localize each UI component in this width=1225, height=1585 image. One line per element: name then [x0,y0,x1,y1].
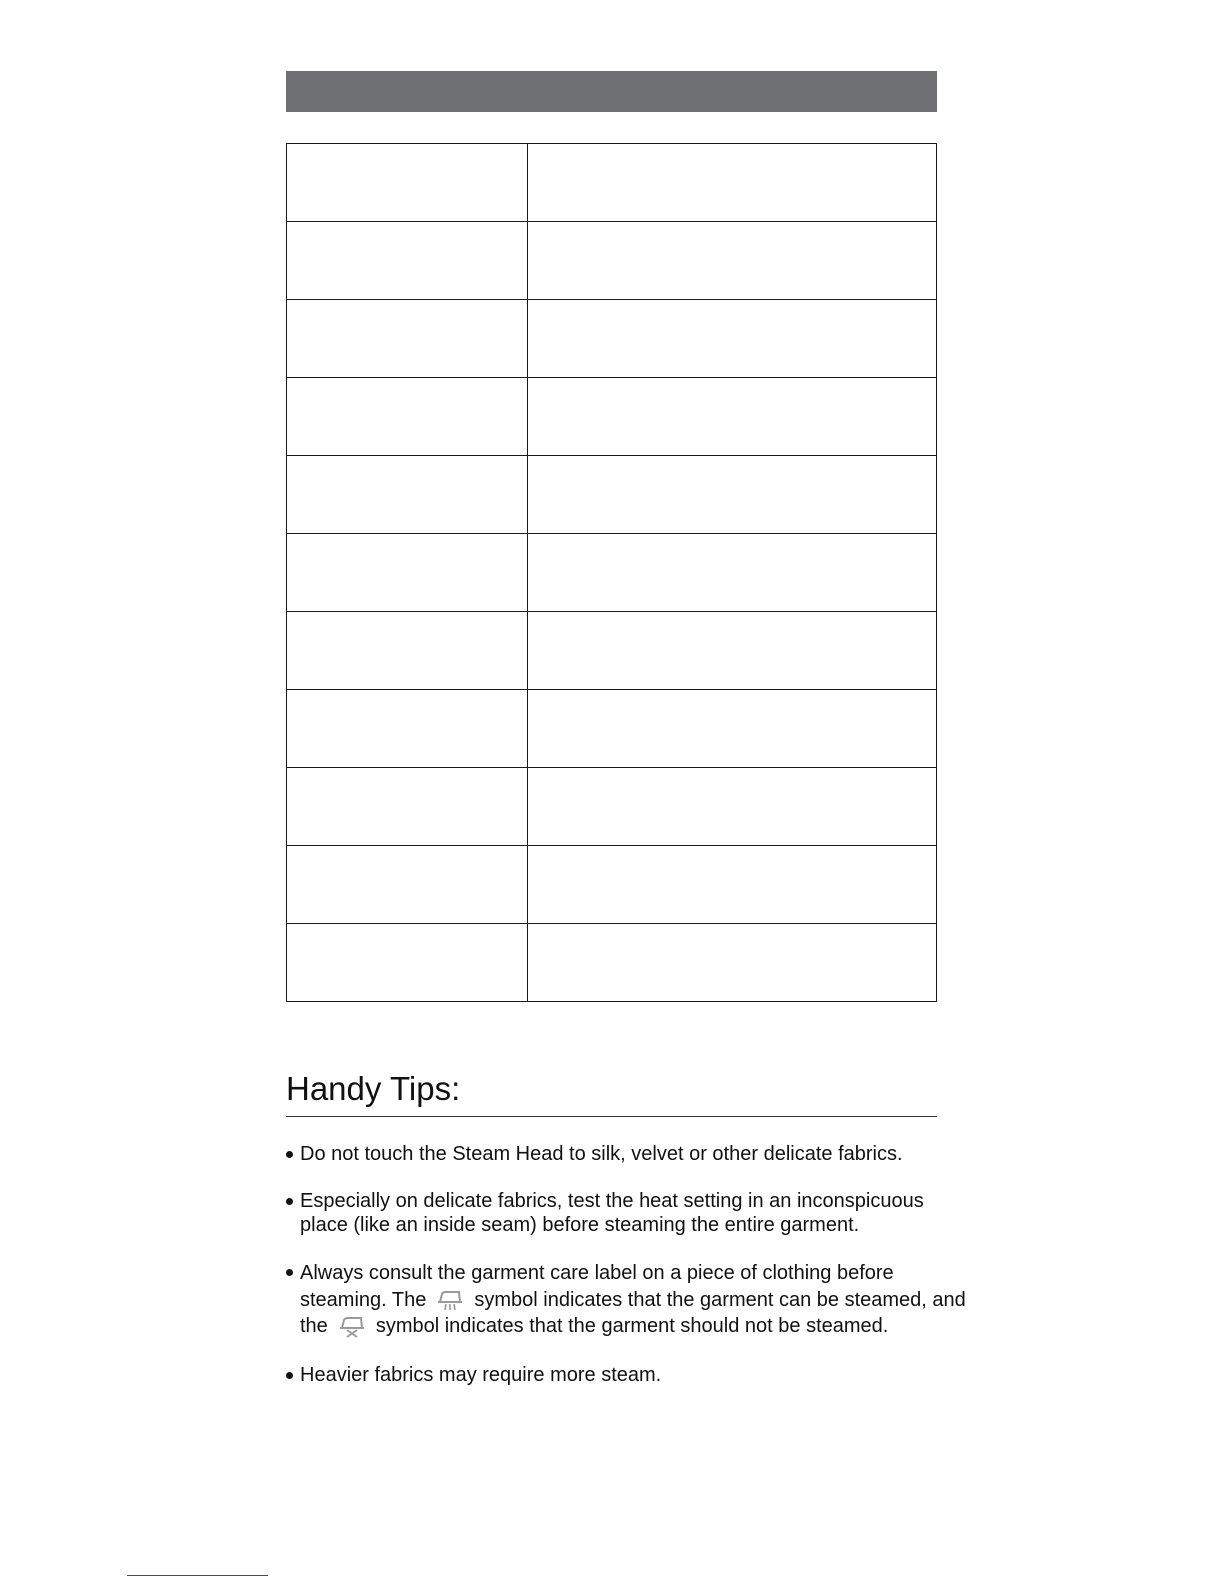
table-row [287,924,937,1002]
tip-text: Especially on delicate fabrics, test the heat setting in an inconspicuous place (like an inside seam) before steaming the entire garment. [300,1190,924,1236]
setting-cell [528,534,937,612]
fabric-cell [287,924,528,1002]
tip-item [286,1363,966,1387]
fabric-cell [287,222,528,300]
fabric-cell [287,378,528,456]
bullet-icon [286,1151,293,1158]
tip-text: Do not touch the Steam Head to silk, velvet or other delicate fabrics. [300,1143,903,1165]
setting-cell [528,456,937,534]
tip-text: symbol indicates that the garment can be steamed, and the [300,1288,966,1337]
setting-cell [528,378,937,456]
tip-item [286,1189,966,1237]
setting-cell [528,768,937,846]
table-row [287,534,937,612]
table-row [287,144,937,222]
tip-text: Heavier fabrics may require more steam. [300,1363,662,1386]
setting-cell [528,144,937,222]
setting-cell [528,846,937,924]
tip-item [286,1142,966,1166]
setting-cell [528,300,937,378]
setting-cell [528,612,937,690]
fabric-settings-table [286,143,937,1002]
table-row [287,768,937,846]
handy-tips-title: Handy Tips: [286,1070,461,1107]
bullet-icon [286,1269,293,1276]
fabric-cell [287,846,528,924]
steam-iron-icon [436,1288,464,1312]
tip-text: Always consult the garment care label on a piece of clothing before steaming. The [300,1262,894,1311]
fabric-cell [287,534,528,612]
setting-cell [528,924,937,1002]
section-header-bar [286,71,937,112]
table-row [287,456,937,534]
fabric-cell [287,144,528,222]
table-row [287,612,937,690]
tip-item [286,1260,966,1340]
bullet-icon [286,1372,293,1379]
tips-list [286,1142,966,1410]
table-row [287,378,937,456]
fabric-cell [287,768,528,846]
footer-link-underline[interactable] [127,1575,268,1576]
fabric-cell [287,456,528,534]
setting-cell [528,690,937,768]
table-row [287,690,937,768]
table-row [287,222,937,300]
bullet-icon [286,1198,293,1205]
table-row [287,300,937,378]
setting-cell [528,222,937,300]
no-steam-iron-icon [338,1314,366,1338]
fabric-cell [287,690,528,768]
section-divider [286,1116,937,1117]
table-row [287,846,937,924]
fabric-cell [287,612,528,690]
tip-text: symbol indicates that the garment should not be steamed. [375,1315,889,1337]
fabric-cell [287,300,528,378]
